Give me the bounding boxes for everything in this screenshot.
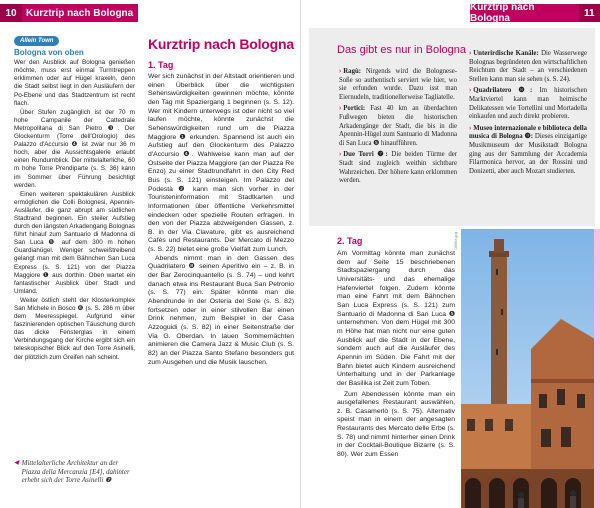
info-item-label: Due Torri ❼: xyxy=(343,151,388,159)
caption-text: Mittelalterliche Architektur an der Piazza della Mercanzia [E4], dahinter erhebt sich der Torre Asinelli ❼ xyxy=(21,459,130,484)
edge-tab xyxy=(594,229,600,508)
info-item-text: Die beiden Türme der Stadt sind zugleich weithin sichtbare Wahrzeichen. Der höhere kann erklommen werden. xyxy=(339,151,458,185)
info-item-text: Die Wasserwege Bolognas begründeten den wirtschaftlichen Reichtum der Stadt – an verschiedenen Stellen kann man sie sehen (s. S. 24). xyxy=(469,50,588,83)
sidebar-paragraph: Über Stufen zugänglich ist der 70 m hohe Campanile der Cattedrale Metropolitana di San Pietro ❸. Der Glockenturm (Torre dell'Orologio) des Palazzo d'Accursio ❹ ist zwar nur 36 m hoch, aber die Aussichtsgalerie erlaubt einen Rundumblick. Der mittelalterliche, 60 m hohe Torre Prendiparte (s. S. 36) kann im Sommer über Führung besichtigt werden. xyxy=(14,108,135,189)
right-header xyxy=(470,4,600,22)
info-item-label: Unterirdische Kanäle: xyxy=(473,50,539,57)
chevron-right-icon: › xyxy=(469,87,472,95)
right-page-number: 11 xyxy=(579,4,600,22)
right-page xyxy=(300,0,600,508)
photo-credit: 086ba.jpg xyxy=(453,232,458,250)
day2-column xyxy=(337,236,455,460)
right-running-title: Kurztrip nach Bologna xyxy=(470,2,535,24)
left-running-title: Kurztrip nach Bologna xyxy=(26,7,134,19)
sidebar-paragraph: Einen weiteren spektakulären Ausblick ermöglichen die Colli Bolognesi, Apennin-Ausläufer, die ganz abrupt am südlichen Stadtrand beginnen. Ein steiler Aufstieg durch den längsten Arkadengang Bolognas führt hinauf zum Santuario di Madonna di San Luca ❺ auf dem 300 m hohen Guardiahügel. Weniger schweißtreibend gelangt man mit dem Bähnchen San Luca Express (s. S. 121) von der Piazza Maggiore ❶ aus dorthin. Oben wartet ein fantastischer Ausblick über Stadt und Umland. xyxy=(14,190,135,295)
chevron-right-icon: › xyxy=(339,105,342,113)
info-item-label: Portici: xyxy=(343,105,366,113)
info-item xyxy=(339,105,457,148)
sidebar-heading: Bologna von oben xyxy=(14,48,84,58)
page-title: Kurztrip nach Bologna xyxy=(148,36,294,52)
info-item xyxy=(469,50,587,84)
photo-caption xyxy=(14,459,135,485)
info-item xyxy=(469,87,587,121)
towers-illustration xyxy=(461,229,595,508)
info-item xyxy=(469,125,587,177)
info-item-text: Dieses einzigartige Musikmuseum der Musikstadt Bologna ging aus der Sammlung der Accademia Filarmonica hervor, an der Rossini und Donizetti, aber auch Mozart studierten. xyxy=(469,133,588,175)
left-page-number: 10 xyxy=(0,4,22,22)
chevron-right-icon: › xyxy=(469,50,472,57)
sidebar-box xyxy=(14,36,135,363)
info-item-label: Museo internazionale e biblioteca della musica di Bologna ❾: xyxy=(469,124,587,141)
left-header xyxy=(0,4,138,22)
caption-arrow-icon: ◀ xyxy=(14,460,19,466)
info-item-text: Fast 40 km an überdachten Fußwegen bieten die historischen Arkadengänge der Stadt, die bis in die Apennin-Hügel zum Santuario di Madonna di San Luca ❺ hinaufführen. xyxy=(339,105,457,147)
info-item xyxy=(339,151,457,185)
info-item-text: Im historischen Marktviertel kann man heimische Delikatessen wie Tortellini und Mortadella einkaufen und auch direkt probieren. xyxy=(469,87,587,121)
sidebar-paragraph: Weiter östlich steht der Klosterkomplex San Michele in Bosco ❻ (s. S. 286 m über dem Meeresspiegel. Aufgrund einer faszinierenden optischen Täuschung durch das dicke Fensterglas in einem Verbindungsgang der Kirche ergibt sich ein teleskopischer Blick auf den Torre Asinelli, der plötzlich zum Greifen nah scheint. xyxy=(14,296,135,361)
body-paragraph: Zum Abendessen könnte man ein ausgefallenes Restaurant auswählen, z. B. Casamerlò (s. S. 75). Alternativ speist man in einem der angesagten Restaurants des Mercato delle Erbe (s. S. 78) und nimmt hinterher einen Drink in der Cocktail-Boutique Bizarre (s. S. 80). Wer zum Essen xyxy=(337,390,455,459)
section-heading-day2: 2. Tag xyxy=(337,236,363,246)
sidebar-paragraph: Wer den Ausblick auf Bologna genießen möchte, muss erst einmal Turmtreppen erklimmen oder auf Hügel kraxeln, denn die Stadt selbst liegt in den Ausläufern der Po-Ebene und das Stadtzentrum ist recht flach. xyxy=(14,59,135,107)
chevron-right-icon: › xyxy=(339,151,342,159)
info-box-column-2 xyxy=(469,50,587,179)
chevron-right-icon: › xyxy=(469,124,472,132)
towers-photo xyxy=(461,229,595,508)
info-item-label: Ragù: xyxy=(343,68,362,75)
info-box-column-1 xyxy=(339,68,457,189)
info-item xyxy=(339,68,457,102)
info-item-label: Quadrilatero ❽: xyxy=(473,87,533,95)
body-paragraph: Wer sich zunächst in der Altstadt orientieren und einen Überblick über die wichtigsten Sehenswürdigkeiten gewinnen möchte, könnte den Tag mit Spaziergang 1 beginnen (s. S. 12). Wer mit Kindern unterwegs ist oder nicht so viel laufen möchte, könnte zunächst die Sehenswürdigkeiten rund um die Piazza Maggiore ❶ erkunden. Spannend ist auch ein Aufstieg auf den Glockenturm des Palazzo d'Accursio ❹. Wahlweise kann man auf der Ostseite der Piazza Maggiore (an der Piazza Re Enzo) zu einer Stadtrundfahrt in den City Red Bus (s. S. 121) einsteigen. Im Palazzo del Podestà ❷ kann man sich vorher in der Touristeninformation mit Stadtkarten und Informationen über öffentliche Verkehrsmittel eindecken oder spezielle Routen erfragen. In den von der Piazza abzweigenden Gassen, z. B. in der Via Clavature, gibt es ausreichend Cafés und Restaurants. Der Mercato di Mezzo (s. S. 22) bietet eine große Vielfalt zum Lunch. xyxy=(148,73,294,254)
info-box-title: Das gibt es nur in Bologna xyxy=(337,44,467,56)
info-box xyxy=(309,28,595,226)
body-paragraph: Abends nimmt man in den Gassen des Quadrilatero ❽ seinen Aperitivo ein – z. B. in der Bar Zerocinquantello (s. S. 74) – und kehrt danach etwa ins Restaurant Buca San Petronio (s. S. 77) ein. Später könnte man die Abendrunde in der Osteria del Sole (s. S. 82) fortsetzen oder in einer stilvollen Bar einen Drink nehmen, zum Beispiel in der Casa Azzoguidi (s. S. 82) in einer Seitenstraße der Via G. Oberdan. In lauen Sommernächten animieren die Camera Jazz & Music Club (s. S. 82) an der Piazza Santo Stefano besonders gut zum Ausgehen und die Musik lauschen. xyxy=(148,254,294,366)
section-heading-day1: 1. Tag xyxy=(148,60,174,70)
sidebar-badge: Allein Town xyxy=(14,36,59,46)
chevron-right-icon: › xyxy=(339,68,342,75)
body-paragraph: Am Vormittag könnte man zunächst dem auf Seite 15 beschriebenen Stadtspaziergang durch das Universitäts- und das ehemalige Hafenviertel folgen. Zudem könnte man eine Fahrt mit dem Bähnchen San Luca Express (s. S. 121) zum Santuario di Madonna di San Luca ❺ unternehmen. Von dem Hügel mit 300 m Höhe hat man nicht nur eine guten Ausblick auf die Stadt in der Ebene, sondern auch auf die Ausläufer des Apennin im Süden. Die Fahrt mit der Bahn bietet auch Kindern ausreichend Unterhaltung und in der Parkanlage der Basilika ist Zeit zum Toben. xyxy=(337,250,455,387)
main-column xyxy=(148,36,294,367)
info-item-text: Nirgends wird die Bolognese-Soße so authentisch serviert wie hier, wo sie erfunden wurde. Dazu isst man Eiernudeln, traditionellerweise Tagliatelle. xyxy=(339,68,457,101)
